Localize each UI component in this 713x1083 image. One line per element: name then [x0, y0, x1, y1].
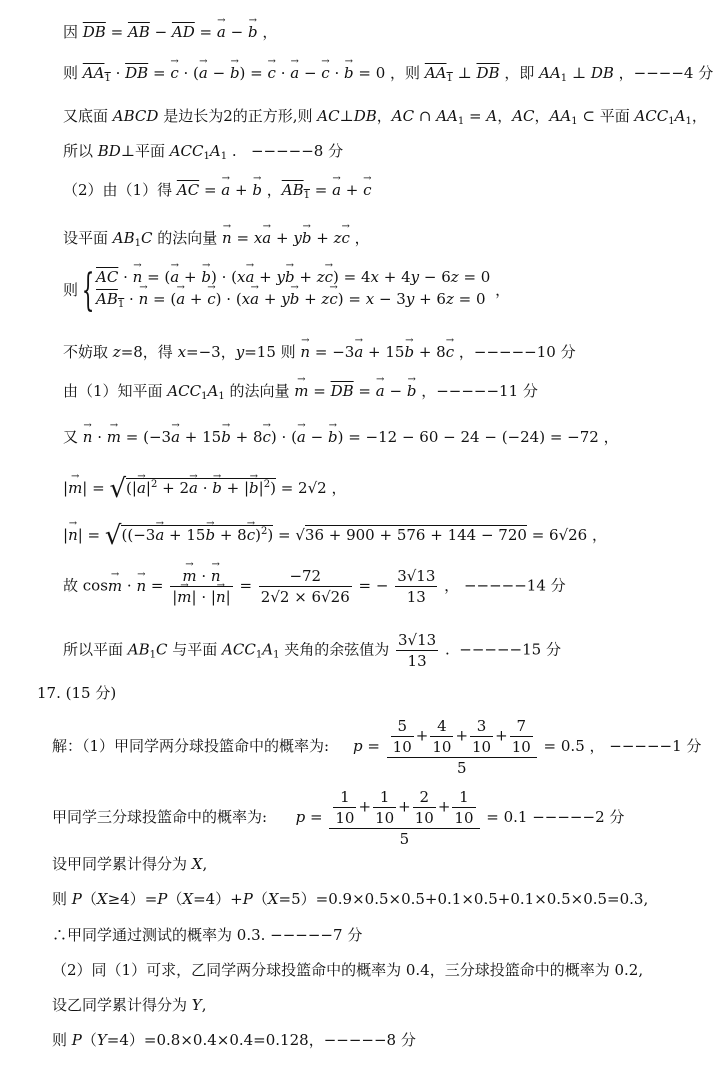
line-21: （2）同（1）可求，乙同学两分球投篮命中的概率为 0.4，三分球投篮命中的概率为 0.2,	[52, 961, 644, 979]
line-2: 则 $AA_1 \cdot \overline{DB}$ = → c · (→ a − → b) = → c · → a − → c · → b = 0 ，则 $AA_1$ ⊥ $\overline{DB}$ ，即 $AA_1$ ⊥ DB ，−−−−4 分	[63, 63, 713, 89]
line-6: 设平面 $AB_1C$ 的法向量 → n = x→ a + y→ b + z→ c ，	[63, 228, 370, 254]
line-17: 甲同学三分球投篮命中的概率为: p = $\frac{1}{10}$ + $\frac{1}{10}$ + $\frac{2}{10}$ + $\frac{1}{10}$ 5 = 0.1 −−−−−2 分	[52, 788, 625, 848]
line-13: 故 cos→ m · → n = → $\frac{m \cdot \to n}{|\to m| \cdot |\to n|}$ = $\frac{-72}{2√2 \times 6√26}$ = − $\frac{3√13}{13}$ ， −−−−−14 分	[63, 566, 566, 607]
line-22: 设乙同学累计得分为 Y,	[52, 996, 207, 1014]
line-12: |→ $n| = √((-3\to a + 15\to b + 8\to c)^2) = √36 + 900 + 576 + 144 - 720 = 6√26$ ，	[63, 522, 607, 546]
problem-17-header: 17. (15 分)	[37, 684, 117, 702]
line-19: 则 P（X≥4）=P（X=4）+P（X=5）=0.9×0.5×0.5+0.1×0.5+0.1×0.5×0.5=0.3,	[52, 890, 649, 908]
line-10: 又 → n · → m = (−3→ a + 15→ b + 8→ c) · (→ a − → b) = −12 − 60 − 24 − (−24) = −72 ，	[63, 427, 619, 447]
equation-1: $\overline{AC}$ · → n = (→ a + → b) · (x→ a + y→ b + z→ c) = 4x + 4y − 6z = 0	[96, 266, 490, 288]
line-5: （2）由（1）得 $\overline{AC}$ = → a + → b ，$AB_1$ = → a + → c	[63, 180, 372, 206]
line-8: 不妨取 z=8，得 x=−3，y=15 则 → n = −3→ a + 15→ b + 8→ c ，−−−−−10 分	[63, 342, 576, 362]
line-1: 因 $\overline{DB} = \overline{AB} - \overline{AD}$ = → a − → b ，	[63, 22, 277, 42]
line-18: 设甲同学累计得分为 X,	[52, 855, 208, 873]
line-20: ∴甲同学通过测试的概率为 0.3. −−−−−7 分	[52, 926, 363, 944]
line-9: 由（1）知平面 $ACC_1A_1$ 的法向量 → $m = \overline{DB}$ = → a − → b ，−−−−−11 分	[63, 381, 538, 407]
line-14: 所以平面 $AB_1C$ 与平面 $ACC_1A_1$ 夹角的余弦值为 $\frac{3√13}{13}$ . −−−−−15 分	[63, 631, 561, 670]
line-16: 解：（1）甲同学两分球投篮命中的概率为: p = $\frac{5}{10}$ + $\frac{4}{10}$ + $\frac{3}{10}$ + $\frac{7}{10}$ 5 = 0.5 ， −−−−−1 分	[52, 717, 702, 777]
line-4: 所以 BD⊥平面 $ACC_1A_1$ . −−−−−8 分	[63, 142, 344, 162]
line-7-system: 则{ $\overline{AC}$ · → n = (→ a + → b) · (x→ a + y→ b + z→ c) = 4x + 4y − 6z = 0 $AB_1$ · → n = (→ a + → c) · (x→ a + y→ b + z→ c) = x − 3y + 6z = 0 ，	[63, 266, 510, 316]
line-23: 则 P（Y=4）=0.8×0.4×0.4=0.128，−−−−−8 分	[52, 1031, 416, 1049]
line-3: 又底面 ABCD 是边长为2的正方形,则 AC⊥DB，AC ∩ $AA_1 = A$，AC，$AA_1$ ⊂ 平面 $ACC_1A_1$，	[63, 107, 707, 127]
equation-2: $AB_1$ · → n = (→ a + → c) · (x→ a + y→ b + z→ c) = x − 3y + 6z = 0	[96, 288, 490, 316]
line-11: |→ m| = √(|→ $a|^2 + 2\to a$ · → b + |→ $b|^2) = 2√2$ ，	[63, 475, 346, 499]
